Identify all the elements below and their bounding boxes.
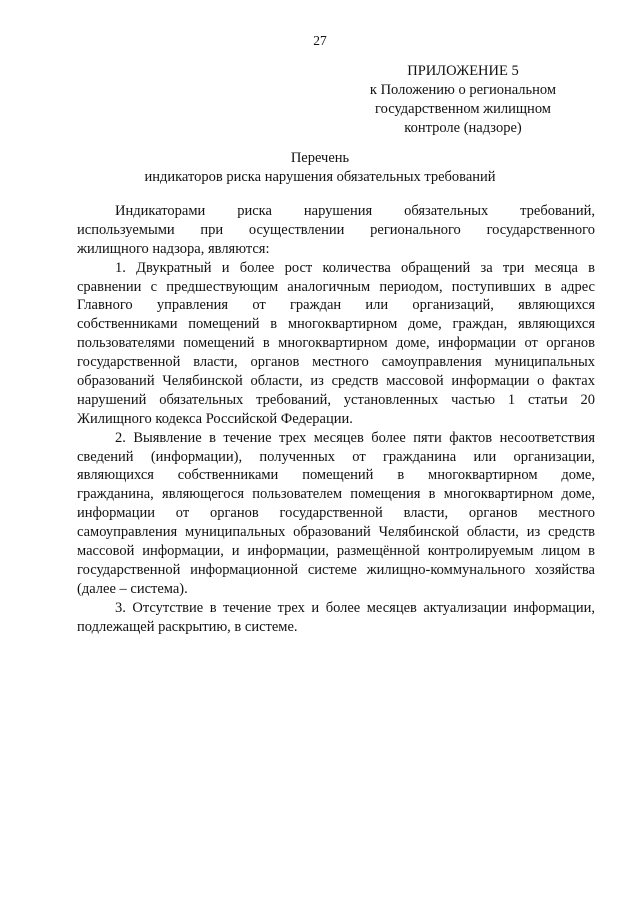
text-line: сравнении с предшествующим аналогичным периодом, поступивших в адрес <box>77 278 595 295</box>
text-line: используемыми при осуществлении регионального государственного <box>77 221 595 238</box>
appendix-line: государственном жилищном <box>375 101 551 117</box>
text-line: подлежащей раскрытию, в системе. <box>77 618 298 635</box>
paragraph-item-2 <box>77 429 595 599</box>
text-line: Жилищного кодекса Российской Федерации. <box>77 410 353 427</box>
heading-line: Перечень <box>290 150 350 166</box>
text-line: государственной информационной системе жилищно-коммунального хозяйства <box>77 561 595 578</box>
text-line: массовой информации, и информации, размещённой контролируемым лицом в <box>77 543 595 560</box>
appendix-title: ПРИЛОЖЕНИЕ 5 <box>407 63 519 79</box>
text-line: сведений (информации), полученных от гражданина или организации, <box>77 448 595 465</box>
appendix-line: контроле (надзоре) <box>404 120 522 136</box>
paragraph-item-3 <box>77 599 595 637</box>
text-line: 1. Двукратный и более рост количества обращений за три месяца в <box>115 259 595 276</box>
appendix-line: к Положению о региональном <box>369 82 557 98</box>
text-line: гражданина, являющегося пользователем помещения в многоквартирном доме, <box>77 486 595 503</box>
text-line: Индикаторами риска нарушения обязательных требований, <box>115 203 595 219</box>
paragraph-intro <box>77 202 595 259</box>
text-line: самоуправления муниципальных образований Челябинской области, из средств <box>77 524 595 541</box>
text-line: 2. Выявление в течение трех месяцев более пяти фактов несоответствия <box>115 429 595 446</box>
text-line: 3. Отсутствие в течение трех и более месяцев актуализации информации, <box>115 599 595 616</box>
text-line: государственной власти, органов местного самоуправления муниципальных <box>77 354 595 371</box>
text-line: Главного управления от граждан или организаций, являющихся <box>77 297 595 314</box>
text-line: информации от органов государственной власти, органов местного <box>77 505 595 522</box>
heading-line: индикаторов риска нарушения обязательных требований <box>144 169 496 185</box>
appendix-header <box>348 62 578 138</box>
text-line: пользователями помещений в многоквартирном доме, информации от органов <box>77 335 595 352</box>
document-body <box>77 202 595 636</box>
page-number: 27 <box>313 33 327 48</box>
text-line: жилищного надзора, являются: <box>77 240 270 257</box>
text-line: являющихся собственниками помещений в многоквартирном доме, <box>77 467 595 484</box>
text-line: (далее – система). <box>77 580 188 597</box>
text-line: собственниками помещений в многоквартирном доме, граждан, являющихся <box>77 316 595 333</box>
paragraph-item-1 <box>77 259 595 429</box>
text-line: нарушений обязательных требований, установленных частью 1 статьи 20 <box>77 391 595 408</box>
text-line: образований Челябинской области, из средств массовой информации о фактах <box>77 373 595 390</box>
document-heading <box>0 149 640 187</box>
